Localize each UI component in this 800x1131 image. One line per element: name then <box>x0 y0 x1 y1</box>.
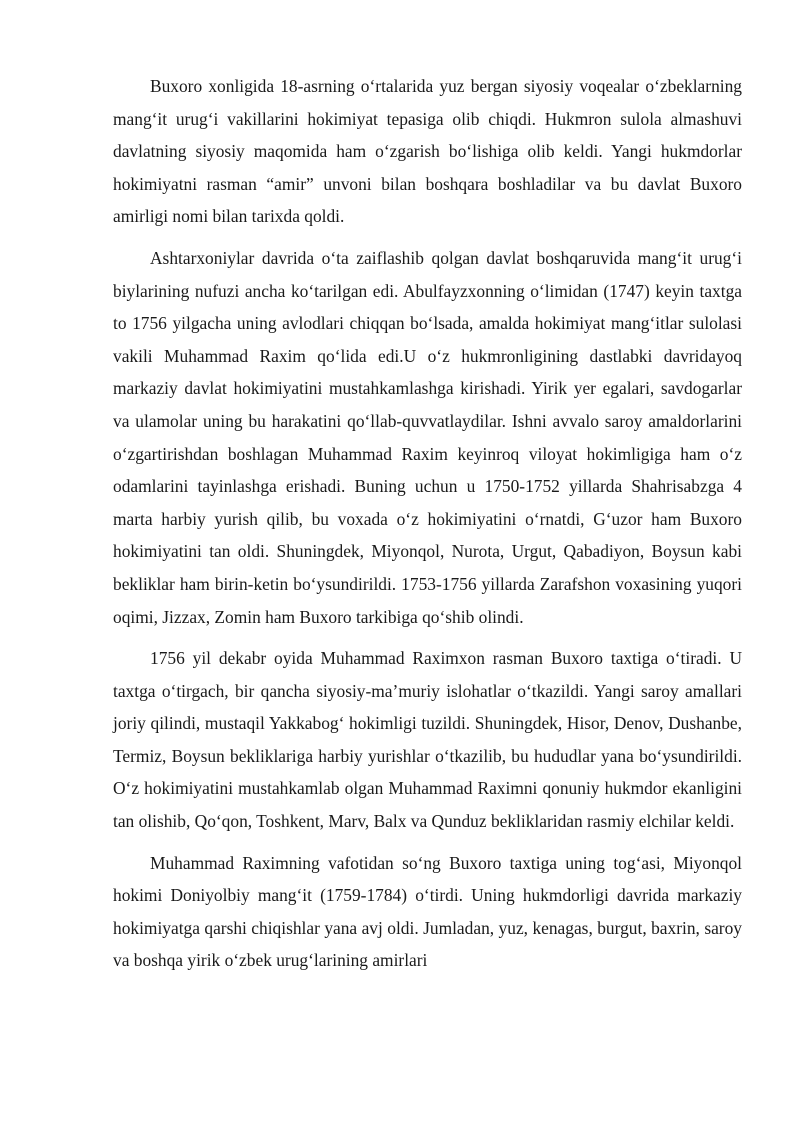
paragraph-3: 1756 yil dekabr oyida Muhammad Raximxon rasman Buxoro taxtiga o‘tiradi. U taxtga o‘tirgach, bir qancha siyosiy-ma’muriy islohatlar o‘tkazildi. Yangi saroy amallari joriy qilindi, mustaqil Yakkabog‘ hokimligi tuzildi. Shuningdek, Hisor, Denov, Dushanbe, Termiz, Boysun bekliklariga harbiy yurishlar o‘tkazilib, bu hududlar yana bo‘ysundirildi. O‘z hokimiyatini mustahkamlab olgan Muhammad Raximni qonuniy hukmdor ekanligini tan olishib, Qo‘qon, Toshkent, Marv, Balx va Qunduz bekliklaridan rasmiy elchilar keldi. <box>113 648 742 832</box>
document-page <box>113 70 742 986</box>
paragraph-1: Buxoro xonligida 18-asrning o‘rtalarida yuz bergan siyosiy voqealar o‘zbeklarning mang‘it urug‘i vakillarini hokimiyat tepasiga olib chiqdi. Hukmron sulola almashuvi davlatning siyosiy maqomida ham o‘zgarish bo‘lishiga olib keldi. Yangi hukmdorlar hokimiyatni rasman “amir” unvoni bilan boshqara boshladilar va bu davlat Buxoro amirligi nomi bilan tarixda qoldi. <box>113 76 742 227</box>
paragraph-2: Ashtarxoniylar davrida o‘ta zaiflashib qolgan davlat boshqaruvida mang‘it urug‘i biylarining nufuzi ancha ko‘tarilgan edi. Abulfayzxonning o‘limidan (1747) keyin taxtga to 1756 yilgacha uning avlodlari chiqqan bo‘lsada, amalda hokimiyat mang‘itlar sulolasi vakili Muhammad Raxim qo‘lida edi.U o‘z hukmronligining dastlabki davridayoq markaziy davlat hokimiyatini mustahkamlashga kirishadi. Yirik yer egalari, savdogarlar va ulamolar uning bu harakatini qo‘llab-quvvatlaydilar. Ishni avvalo saroy amaldorlarini o‘zgartirishdan boshlagan Muhammad Raxim keyinroq viloyat hokimligiga ham o‘z odamlarini tayinlashga erishadi. Buning uchun u 1750-1752 yillarda Shahrisabzga 4 marta harbiy yurish qilib, bu voxada o‘z hokimiyatini o‘rnatdi, G‘uzor ham Buxoro hokimiyatini tan oldi. Shuningdek, Miyonqol, Nurota, Urgut, Qabadiyon, Boysun kabi bekliklar ham birin-ketin bo‘ysundirildi. 1753-1756 yillarda Zarafshon voxasining yuqori oqimi, Jizzax, Zomin ham Buxoro tarkibiga qo‘shib olindi. <box>113 247 742 627</box>
paragraph-4: Muhammad Raximning vafotidan so‘ng Buxoro taxtiga uning tog‘asi, Miyonqol hokimi Doniyolbiy mang‘it (1759-1784) o‘tirdi. Uning hukmdorligi davrida markaziy hokimiyatga qarshi chiqishlar yana avj oldi. Jumladan, yuz, kenagas, burgut, baxrin, saroy va boshqa yirik o‘zbek urug‘larining amirlari <box>113 852 742 971</box>
